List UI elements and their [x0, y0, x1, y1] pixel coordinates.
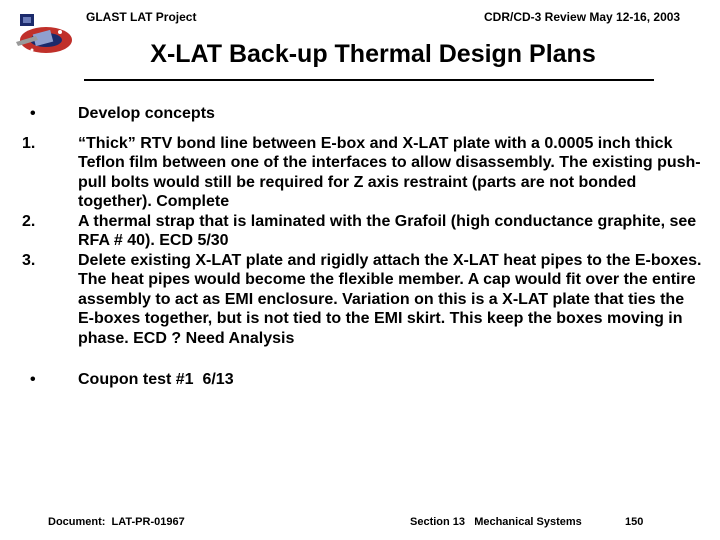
list-item	[22, 212, 702, 251]
footer-document: Document: LAT-PR-01967	[48, 516, 185, 528]
bullet-coupon-test	[22, 370, 702, 390]
list-item	[22, 251, 702, 349]
bullet-marker: •	[30, 371, 36, 388]
bullet-develop-concepts	[22, 104, 702, 124]
slide-body	[22, 104, 702, 390]
glast-logo	[12, 6, 78, 62]
review-info: CDR/CD-3 Review May 12-16, 2003	[484, 10, 681, 24]
list-item-text: “Thick” RTV bond line between E-box and X-LAT plate with a 0.0005 inch thick Teflon film between one of the interfaces to allow disassembly. The existing push-pull bolts would still be required for Z axis restraint (parts are not bonded together). Complete	[78, 134, 701, 210]
title-divider	[84, 79, 654, 81]
list-item	[22, 134, 702, 212]
list-number: 1.	[22, 134, 36, 152]
footer-section: Section 13 Mechanical Systems	[410, 516, 582, 528]
footer-page-number: 150	[625, 516, 644, 528]
page-title: X-LAT Back-up Thermal Design Plans	[150, 40, 596, 68]
bullet-marker: •	[30, 105, 36, 122]
project-name: GLAST LAT Project	[86, 10, 197, 24]
bullet-text: Coupon test #1 6/13	[78, 371, 234, 388]
bullet-text: Develop concepts	[78, 105, 215, 122]
list-item-text: Delete existing X-LAT plate and rigidly attach the X-LAT heat pipes to the E-boxes. The heat pipes would become the flexible member. A cap would fit over the entire assembly to act as EMI enclosure. Variation on this is a X-LAT plate that ties the E-boxes together, but is not tied to the EMI skirt. This keep the boxes moving in phase. ECD ? Need Analysis	[78, 251, 702, 347]
list-number: 3.	[22, 251, 36, 269]
list-item-text: A thermal strap that is laminated with the Grafoil (high conductance graphite, see RFA # 40). ECD 5/30	[78, 212, 697, 249]
list-number: 2.	[22, 212, 36, 230]
